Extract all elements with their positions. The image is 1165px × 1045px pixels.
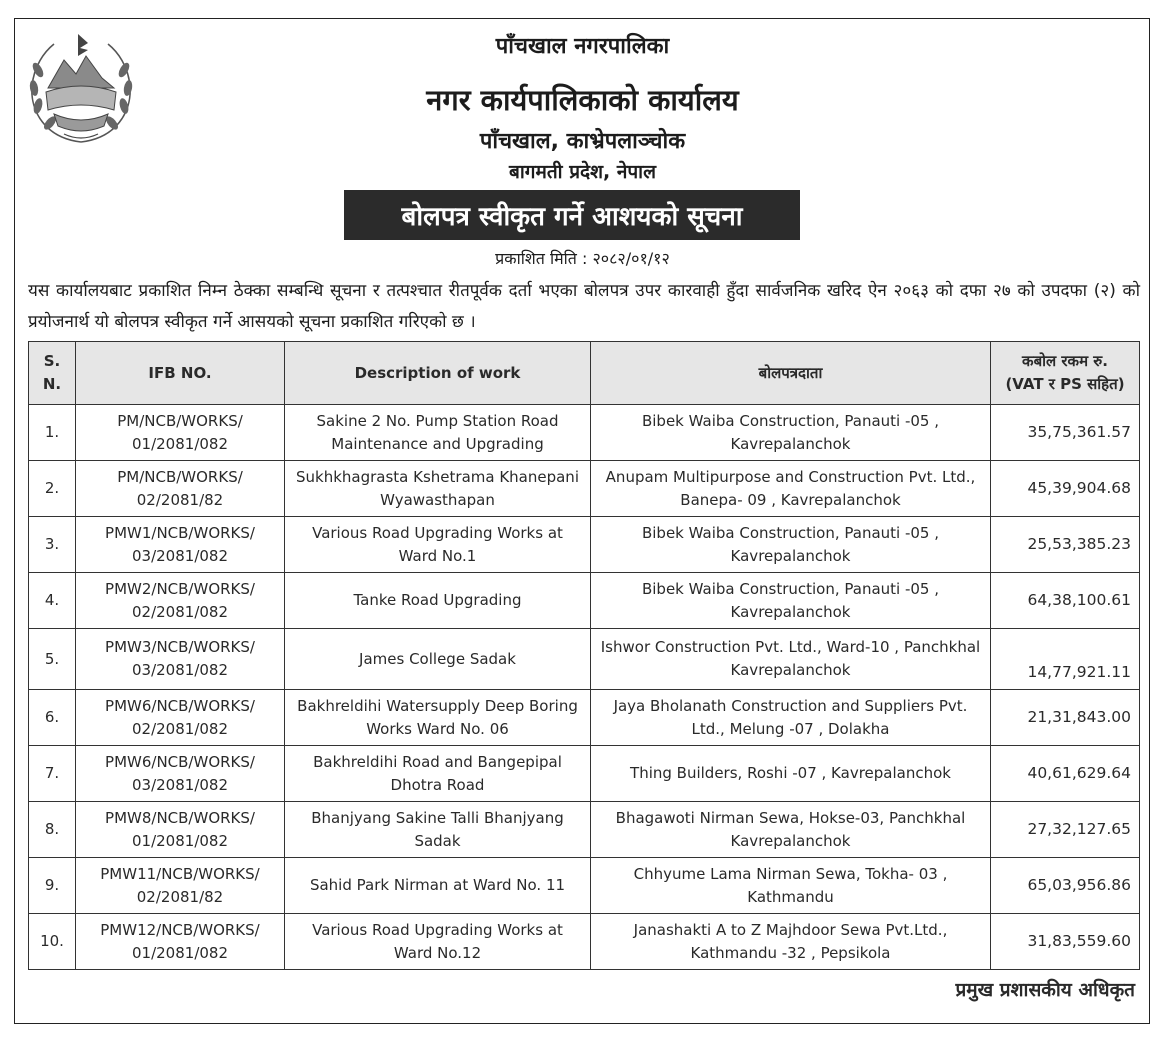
cell-description: Bhanjyang Sakine Talli Bhanjyang Sadak <box>285 802 591 858</box>
cell-sn: 6. <box>29 690 76 746</box>
cell-bidder: Bhagawoti Nirman Sewa, Hokse-03, Panchkhal Kavrepalanchok <box>591 802 991 858</box>
table-row <box>29 573 1140 629</box>
cell-amount: 40,61,629.64 <box>991 746 1140 802</box>
cell-sn: 5. <box>29 629 76 690</box>
cell-amount: 25,53,385.23 <box>991 517 1140 573</box>
cell-bidder: Thing Builders, Roshi -07 , Kavrepalanchok <box>591 746 991 802</box>
office-name: नगर कार्यपालिकाको कार्यालय <box>426 83 739 117</box>
table-row <box>29 461 1140 517</box>
cell-sn: 8. <box>29 802 76 858</box>
header-ifb: IFB NO. <box>76 342 285 405</box>
cell-amount: 21,31,843.00 <box>991 690 1140 746</box>
table-row <box>29 802 1140 858</box>
table-row <box>29 405 1140 461</box>
cell-description: Sukhkhagrasta Kshetrama Khanepani Wyawasthapan <box>285 461 591 517</box>
cell-bidder: Anupam Multipurpose and Construction Pvt. Ltd., Banepa- 09 , Kavrepalanchok <box>591 461 991 517</box>
table-row <box>29 746 1140 802</box>
province-country: बागमती प्रदेश, नेपाल <box>509 161 656 183</box>
cell-description: Tanke Road Upgrading <box>285 573 591 629</box>
cell-ifb: PMW2/NCB/WORKS/ 02/2081/082 <box>76 573 285 629</box>
bid-acceptance-table <box>28 341 1140 970</box>
cell-ifb: PMW3/NCB/WORKS/ 03/2081/082 <box>76 629 285 690</box>
cell-description: Various Road Upgrading Works at Ward No.12 <box>285 914 591 970</box>
cell-amount: 45,39,904.68 <box>991 461 1140 517</box>
cell-sn: 7. <box>29 746 76 802</box>
cell-amount: 27,32,127.65 <box>991 802 1140 858</box>
cell-bidder: Chhyume Lama Nirman Sewa, Tokha- 03 , Kathmandu <box>591 858 991 914</box>
published-date: प्रकाशित मिति : २०८२/०१/१२ <box>495 249 670 268</box>
cell-description: Bakhreldihi Road and Bangepipal Dhotra Road <box>285 746 591 802</box>
signatory-title: प्रमुख प्रशासकीय अधिकृत <box>955 979 1135 1001</box>
cell-ifb: PMW8/NCB/WORKS/ 01/2081/082 <box>76 802 285 858</box>
header-sn: S. N. <box>29 342 76 405</box>
header-description: Description of work <box>285 342 591 405</box>
cell-amount: 35,75,361.57 <box>991 405 1140 461</box>
notice-title-banner <box>344 190 800 240</box>
cell-description: Sakine 2 No. Pump Station Road Maintenance and Upgrading <box>285 405 591 461</box>
intro-paragraph: यस कार्यालयबाट प्रकाशित निम्न ठेक्का सम्बन्धि सूचना र तत्पश्चात रीतपूर्वक दर्ता भएका बोलपत्र उपर कारवाही हुँदा सार्वजनिक खरिद ऐन २०६३ को दफा २७ को उपदफा (२) को प्रयोजनार्थ यो बोलपत्र स्वीकृत गर्ने आसयको सूचना प्रकाशित गरिएको छ । <box>28 281 1140 332</box>
cell-amount: 14,77,921.11 <box>991 629 1140 690</box>
cell-bidder: Jaya Bholanath Construction and Suppliers Pvt. Ltd., Melung -07 , Dolakha <box>591 690 991 746</box>
cell-ifb: PMW6/NCB/WORKS/ 03/2081/082 <box>76 746 285 802</box>
table-row <box>29 629 1140 690</box>
cell-amount: 31,83,559.60 <box>991 914 1140 970</box>
cell-sn: 10. <box>29 914 76 970</box>
cell-amount: 64,38,100.61 <box>991 573 1140 629</box>
cell-description: Various Road Upgrading Works at Ward No.1 <box>285 517 591 573</box>
table-row <box>29 914 1140 970</box>
cell-ifb: PMW12/NCB/WORKS/ 01/2081/082 <box>76 914 285 970</box>
cell-sn: 9. <box>29 858 76 914</box>
header-amount-line1: कबोल रकम रु. <box>1022 352 1108 370</box>
header-amount <box>991 342 1140 405</box>
table-header-row <box>29 342 1140 405</box>
cell-sn: 4. <box>29 573 76 629</box>
notice-title: बोलपत्र स्वीकृत गर्ने आशयको सूचना <box>401 202 743 232</box>
cell-ifb: PM/NCB/WORKS/ 01/2081/082 <box>76 405 285 461</box>
table-row <box>29 517 1140 573</box>
cell-amount: 65,03,956.86 <box>991 858 1140 914</box>
header-amount-line2: (VAT र PS सहित) <box>1005 375 1125 393</box>
header-bidder: बोलपत्रदाता <box>591 342 991 405</box>
cell-bidder: Bibek Waiba Construction, Panauti -05 , Kavrepalanchok <box>591 573 991 629</box>
cell-bidder: Bibek Waiba Construction, Panauti -05 , Kavrepalanchok <box>591 517 991 573</box>
cell-ifb: PM/NCB/WORKS/ 02/2081/82 <box>76 461 285 517</box>
cell-bidder: Janashakti A to Z Majhdoor Sewa Pvt.Ltd., Kathmandu -32 , Pepsikola <box>591 914 991 970</box>
table-row <box>29 858 1140 914</box>
cell-ifb: PMW1/NCB/WORKS/ 03/2081/082 <box>76 517 285 573</box>
cell-description: James College Sadak <box>285 629 591 690</box>
cell-ifb: PMW6/NCB/WORKS/ 02/2081/082 <box>76 690 285 746</box>
office-location: पाँचखाल, काभ्रेपलाञ्चोक <box>479 129 686 154</box>
cell-description: Sahid Park Nirman at Ward No. 11 <box>285 858 591 914</box>
municipality-name: पाँचखाल नगरपालिका <box>495 34 670 59</box>
cell-ifb: PMW11/NCB/WORKS/ 02/2081/82 <box>76 858 285 914</box>
cell-description: Bakhreldihi Watersupply Deep Boring Works Ward No. 06 <box>285 690 591 746</box>
cell-sn: 2. <box>29 461 76 517</box>
table-row <box>29 690 1140 746</box>
cell-bidder: Bibek Waiba Construction, Panauti -05 , Kavrepalanchok <box>591 405 991 461</box>
cell-bidder: Ishwor Construction Pvt. Ltd., Ward-10 , Panchkhal Kavrepalanchok <box>591 629 991 690</box>
cell-sn: 3. <box>29 517 76 573</box>
cell-sn: 1. <box>29 405 76 461</box>
